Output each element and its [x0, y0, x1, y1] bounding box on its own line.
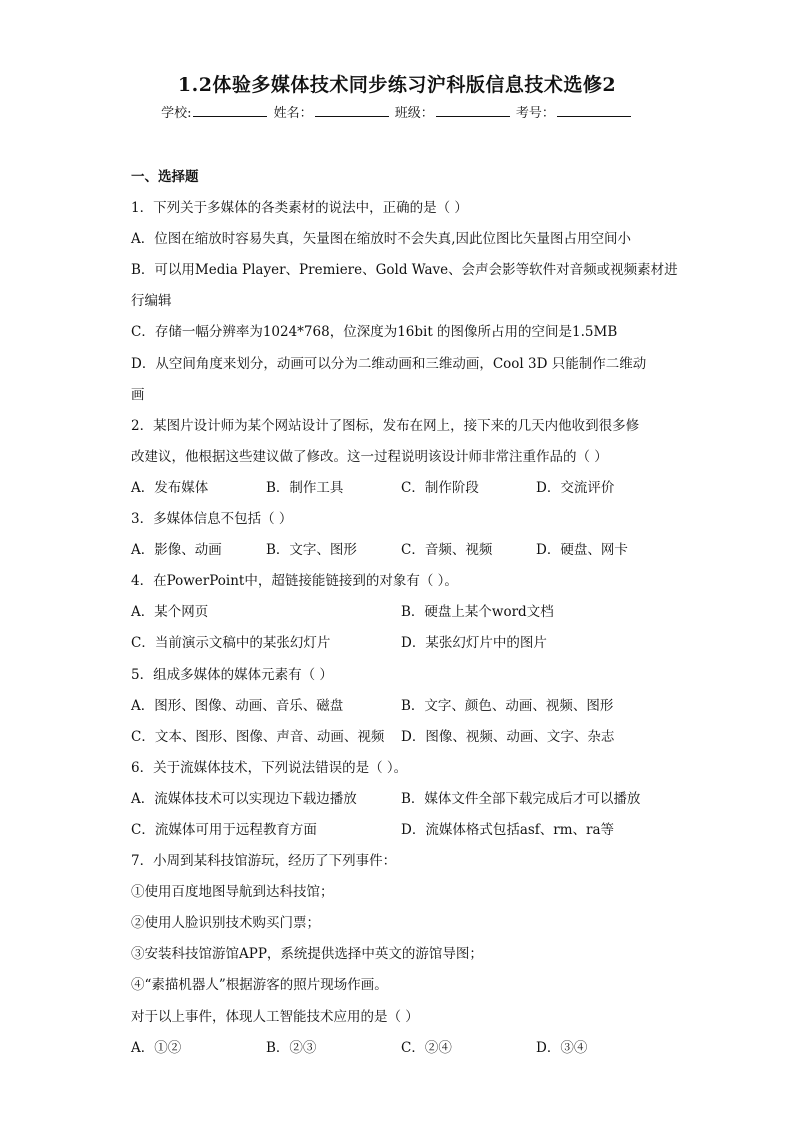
q2-stem: 2．某图片设计师为某个网站设计了图标，发布在网上，接下来的几天内他收到很多修 [131, 417, 640, 434]
q1-option-b-cont: 行编辑 [131, 293, 172, 310]
class-blank[interactable] [436, 104, 510, 117]
q2-option-a: A．发布媒体 [131, 479, 209, 496]
student-info-line [0, 102, 794, 121]
q3-option-a: A．影像、动画 [131, 542, 222, 559]
q4-option-a: A．某个网页 [131, 604, 209, 621]
name-blank[interactable] [315, 104, 389, 117]
q1-option-a: A．位图在缩放时容易失真，矢量图在缩放时不会失真,因此位图比矢量图占用空间小 [131, 231, 632, 248]
number-blank[interactable] [557, 104, 631, 117]
q1-option-d: D．从空间角度来划分，动画可以分为二维动画和三维动画，Cool 3D 只能制作二维动 [131, 355, 647, 372]
q3-option-c: C．音频、视频 [401, 542, 493, 559]
q1-option-d-cont: 画 [131, 386, 145, 403]
q1-option-c: C．存储一幅分辨率为1024*768，位深度为16bit 的图像所占用的空间是1.5MB [131, 324, 618, 341]
q7-option-a: A．①② [131, 1039, 182, 1056]
q2-options [131, 473, 671, 504]
q4-option-d: D．某张幻灯片中的图片 [401, 635, 547, 652]
q6-options-row2 [131, 815, 671, 846]
q6-option-b: B．媒体文件全部下载完成后才可以播放 [401, 790, 641, 807]
q6-option-c: C．流媒体可用于远程教育方面 [131, 821, 317, 838]
q5-option-b: B．文字、颜色、动画、视频、图形 [401, 697, 614, 714]
q6-stem: 6．关于流媒体技术，下列说法错误的是（ ）。 [131, 759, 408, 776]
school-label: 学校: [161, 106, 192, 121]
section-heading: 一、选择题 [131, 169, 199, 185]
q5-stem: 5．组成多媒体的媒体元素有（ ） [131, 666, 333, 683]
q7-event-4: ④“素描机器人”根据游客的照片现场作画。 [131, 977, 388, 994]
q7-stem: 7．小周到某科技馆游玩，经历了下列事件： [131, 853, 397, 870]
name-label: 姓名： [273, 106, 313, 121]
q7-event-3: ③安装科技馆游馆APP，系统提供选择中英文的游馆导图； [131, 946, 483, 963]
q3-option-b: B．文字、图形 [266, 542, 357, 559]
q5-options-row1 [131, 691, 671, 722]
q4-stem: 4．在PowerPoint中，超链接能链接到的对象有（ ）。 [131, 573, 458, 590]
q2-stem-cont: 改建议，他根据这些建议做了修改。这一过程说明该设计师非常注重作品的（ ） [131, 448, 608, 465]
q7-event-1: ①使用百度地图导航到达科技馆； [131, 884, 334, 901]
q3-option-d: D．硬盘、网卡 [536, 542, 628, 559]
number-label: 考号： [515, 106, 555, 121]
q7-option-c: C．②④ [401, 1039, 452, 1056]
question-list [131, 162, 678, 1064]
q6-options-row1 [131, 784, 671, 815]
q2-option-d: D．交流评价 [536, 479, 615, 496]
q4-option-b: B．硬盘上某个word文档 [401, 604, 554, 621]
q7-options [131, 1033, 671, 1064]
q7-question: 对于以上事件，体现人工智能技术应用的是（ ） [131, 1008, 419, 1025]
q5-option-a: A．图形、图像、动画、音乐、磁盘 [131, 697, 344, 714]
q1-option-b: B．可以用Media Player、Premiere、Gold Wave、会声会影等软件对音频或视频素材进 [131, 262, 678, 279]
q7-option-b: B．②③ [266, 1039, 317, 1056]
class-label: 班级： [394, 106, 434, 121]
q2-option-c: C．制作阶段 [401, 479, 479, 496]
q3-options [131, 535, 671, 566]
q1-stem: 1．下列关于多媒体的各类素材的说法中，正确的是（ ） [131, 200, 468, 217]
q5-option-c: C．文本、图形、图像、声音、动画、视频 [131, 728, 385, 745]
q4-option-c: C．当前演示文稿中的某张幻灯片 [131, 635, 331, 652]
q4-options-row2 [131, 628, 671, 659]
q5-options-row2 [131, 722, 671, 753]
q4-options-row1 [131, 597, 671, 628]
q7-event-2: ②使用人脸识别技术购买门票； [131, 915, 320, 932]
q5-option-d: D．图像、视频、动画、文字、杂志 [401, 728, 615, 745]
q7-option-d: D．③④ [536, 1039, 588, 1056]
document-title: 1.2体验多媒体技术同步练习沪科版信息技术选修2 [177, 74, 617, 96]
q6-option-a: A．流媒体技术可以实现边下载边播放 [131, 790, 357, 807]
school-blank[interactable] [193, 104, 267, 117]
q3-stem: 3．多媒体信息不包括（ ） [131, 511, 293, 528]
q2-option-b: B．制作工具 [266, 479, 344, 496]
q6-option-d: D．流媒体格式包括asf、rm、ra等 [401, 821, 615, 838]
